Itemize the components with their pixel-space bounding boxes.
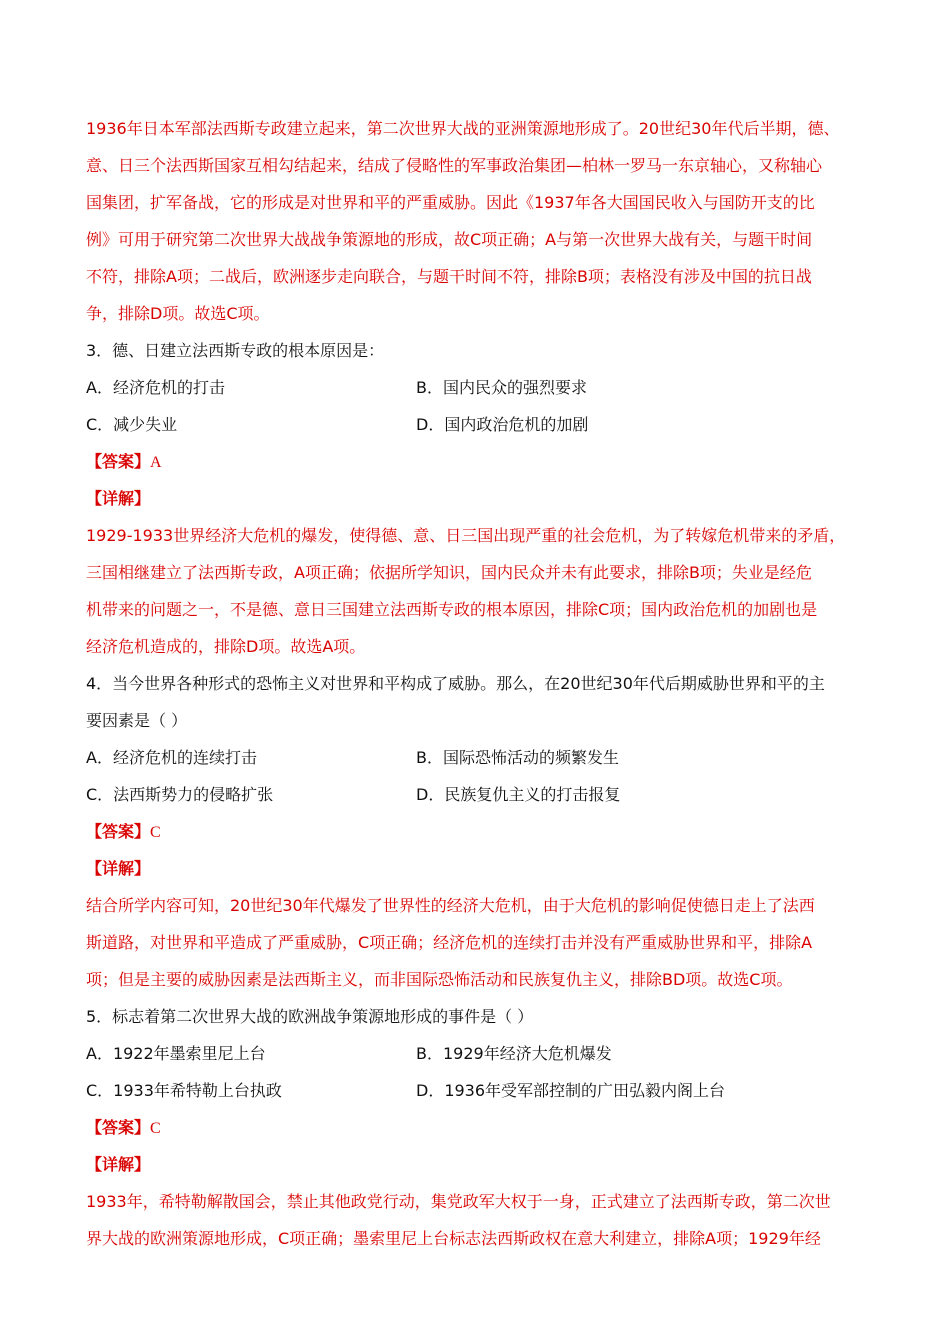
options-row: [86, 776, 866, 813]
intro-explanation: [86, 110, 866, 332]
answer-row: [86, 443, 866, 480]
explanation-line: 国集团，扩军备战，它的形成是对世界和平的严重威胁。因此《1937年各大国国民收入与国防开支的比: [86, 193, 815, 212]
detail-label: 【详解】: [86, 859, 151, 878]
option-a: A．经济危机的连续打击: [86, 748, 257, 767]
options-row: [86, 1035, 866, 1072]
options-row: [86, 739, 866, 776]
detail-line: 界大战的欧洲策源地形成，C项正确；墨索里尼上台标志法西斯政权在意大利建立，排除A项；1929年经: [86, 1229, 821, 1248]
answer-label: 【答案】: [86, 822, 151, 841]
detail-line: 1933年，希特勒解散国会，禁止其他政党行动，集党政军大权于一身，正式建立了法西斯专政，第二次世: [86, 1192, 831, 1211]
option-d: D．1936年受军部控制的广田弘毅内阁上台: [416, 1081, 726, 1100]
options-row: [86, 1072, 866, 1109]
option-b: B．国际恐怖活动的频繁发生: [416, 748, 619, 767]
explanation-line: 不符，排除A项；二战后，欧洲逐步走向联合，与题干时间不符，排除B项；表格没有涉及中国的抗日战: [86, 267, 812, 286]
question-stem: 3．德、日建立法西斯专政的根本原因是：: [86, 341, 385, 360]
answer-value: C: [150, 1120, 161, 1137]
question-3: [86, 332, 866, 665]
document-page: [86, 110, 866, 1257]
options-row: [86, 369, 866, 406]
answer-row: [86, 1109, 866, 1146]
explanation-line: 例》可用于研究第二次世界大战战争策源地的形成，故C项正确；A与第一次世界大战有关，与题干时间: [86, 230, 813, 249]
detail-line: 结合所学内容可知，20世纪30年代爆发了世界性的经济大危机，由于大危机的影响促使德日走上了法西: [86, 896, 815, 915]
explanation-line: 争，排除D项。故选C项。: [86, 304, 270, 323]
explanation-line: 意、日三个法西斯国家互相勾结起来，结成了侵略性的军事政治集团—柏林一罗马一东京轴心，又称轴心: [86, 156, 823, 175]
detail-line: 经济危机造成的，排除D项。故选A项。: [86, 637, 366, 656]
answer-label: 【答案】: [86, 1118, 151, 1137]
answer-label: 【答案】: [86, 452, 151, 471]
detail-label: 【详解】: [86, 1155, 151, 1174]
detail-line: 机带来的问题之一，不是德、意日三国建立法西斯专政的根本原因，排除C项；国内政治危机的加剧也是: [86, 600, 818, 619]
answer-value: C: [150, 824, 161, 841]
option-a: A．经济危机的打击: [86, 378, 225, 397]
option-c: C．1933年希特勒上台执政: [86, 1081, 282, 1100]
detail-line: 斯道路，对世界和平造成了严重威胁，C项正确；经济危机的连续打击并没有严重威胁世界和平，排除A: [86, 933, 813, 952]
detail-line: 三国相继建立了法西斯专政，A项正确；依据所学知识，国内民众并未有此要求，排除B项；失业是经危: [86, 563, 812, 582]
question-stem: 4．当今世界各种形式的恐怖主义对世界和平构成了威胁。那么，在20世纪30年代后期威胁世界和平的主: [86, 674, 825, 693]
option-b: B．1929年经济大危机爆发: [416, 1044, 612, 1063]
answer-row: [86, 813, 866, 850]
question-stem: 要因素是（ ）: [86, 711, 188, 730]
explanation-line: 1936年日本军部法西斯专政建立起来，第二次世界大战的亚洲策源地形成了。20世纪30年代后半期，德、: [86, 119, 840, 138]
answer-value: A: [150, 454, 162, 471]
detail-line: 1929-1933世界经济大危机的爆发，使得德、意、日三国出现严重的社会危机，为了转嫁危机带来的矛盾，: [86, 526, 846, 545]
option-b: B．国内民众的强烈要求: [416, 378, 587, 397]
option-c: C．减少失业: [86, 415, 178, 434]
detail-label: 【详解】: [86, 489, 151, 508]
option-c: C．法西斯势力的侵略扩张: [86, 785, 274, 804]
question-4: [86, 665, 866, 998]
detail-line: 项；但是主要的威胁因素是法西斯主义，而非国际恐怖活动和民族复仇主义，排除BD项。故选C项。: [86, 970, 793, 989]
option-d: D．民族复仇主义的打击报复: [416, 785, 621, 804]
question-5: [86, 998, 866, 1257]
option-a: A．1922年墨索里尼上台: [86, 1044, 266, 1063]
option-d: D．国内政治危机的加剧: [416, 415, 589, 434]
question-stem: 5．标志着第二次世界大战的欧洲战争策源地形成的事件是（ ）: [86, 1007, 534, 1026]
options-row: [86, 406, 866, 443]
